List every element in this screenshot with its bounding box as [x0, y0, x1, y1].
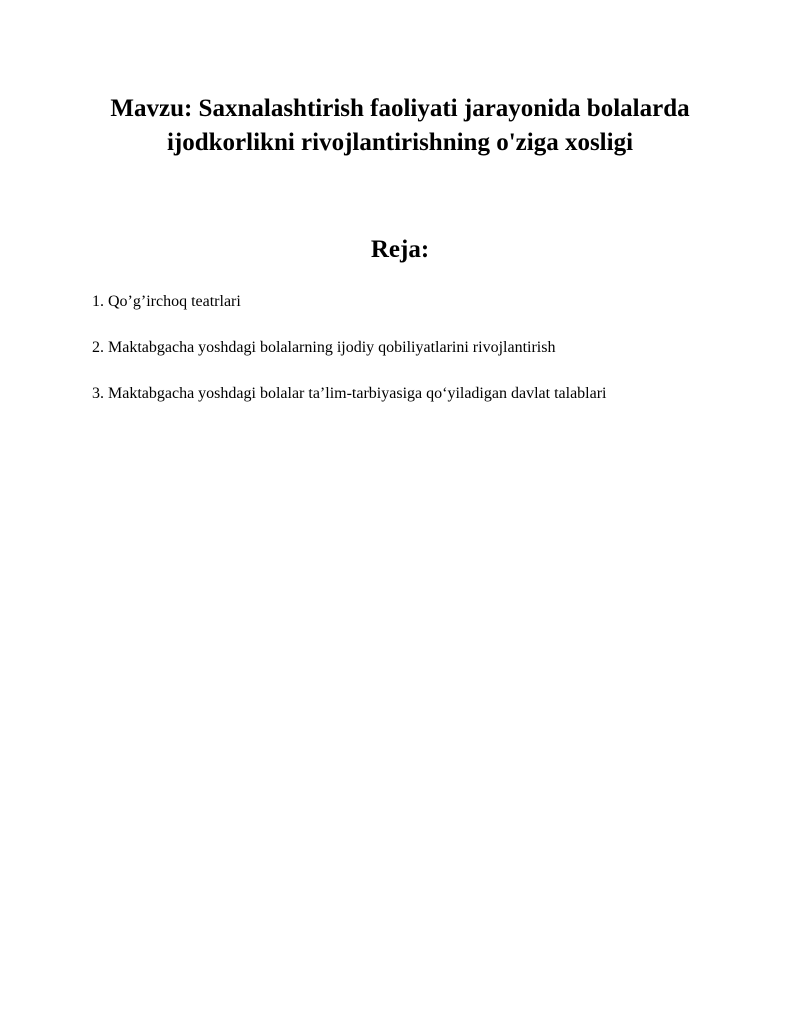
plan-item-3: 3. Maktabgacha yoshdagi bolalar ta’lim-tarbiyasiga qo‘yiladigan davlat talablari — [92, 385, 607, 402]
plan-item-2: 2. Maktabgacha yoshdagi bolalarning ijodiy qobiliyatlarini rivojlantirish — [92, 339, 556, 356]
plan-item-1: 1. Qo’g’irchoq teatrlari — [92, 293, 241, 310]
title-line-2: ijodkorlikni rivojlantirishning o'ziga xosligi — [166, 129, 634, 156]
title-line-1: Mavzu: Saxnalashtirish faoliyati jarayonida bolalarda — [110, 95, 690, 122]
plan-heading: Reja: — [370, 236, 430, 263]
document-title — [60, 92, 740, 160]
plan-list — [92, 292, 772, 430]
